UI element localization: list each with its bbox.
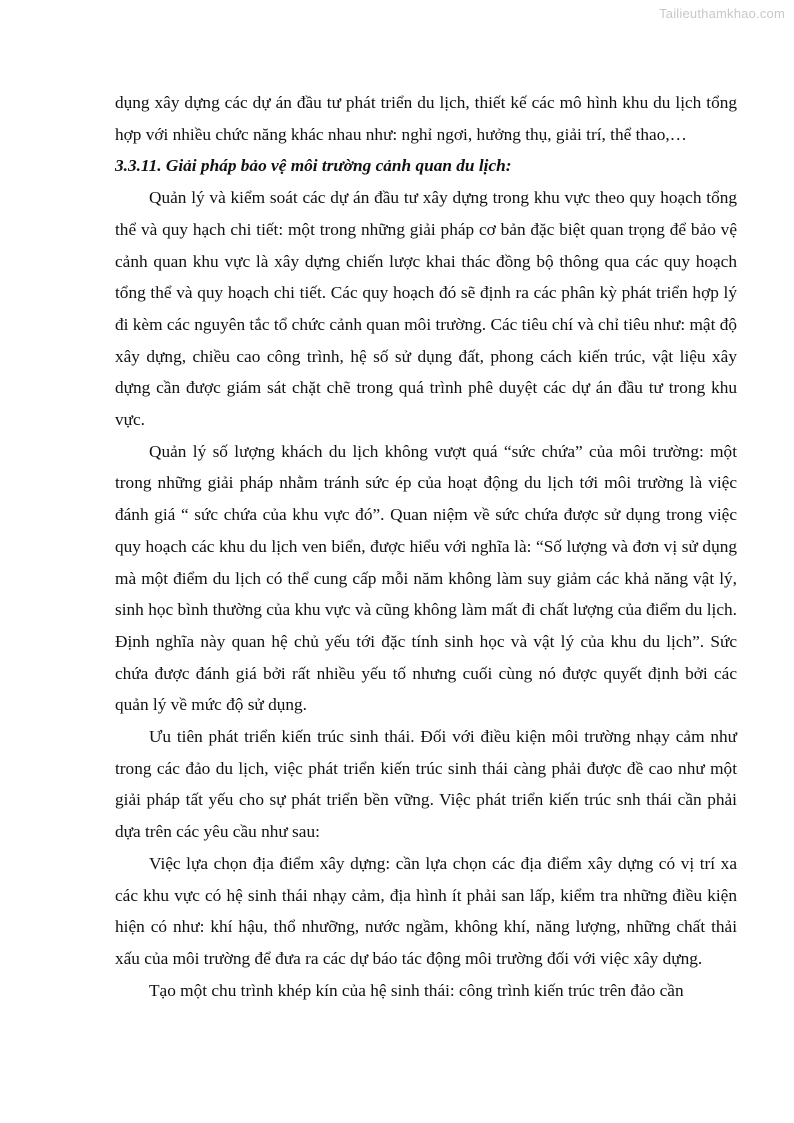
section-heading: 3.3.11. Giải pháp bảo vệ môi trường cảnh quan du lịch: [115,156,512,176]
watermark-text: Tailieuthamkhao.com [659,6,785,21]
paragraph: Ưu tiên phát triển kiến trúc sinh thái. Đối với điều kiện môi trường nhạy cảm như trong các đảo du lịch, việc phát triển kiến trúc sinh thái càng phải được đề cao như một giải pháp tất yếu cho sự phát triển bền vững. Việc phát triển kiến trúc snh thái cần phải dựa trên các yêu cầu như sau: [115,727,737,842]
paragraph-continuation: dụng xây dựng các dự án đầu tư phát triển du lịch, thiết kế các mô hình khu du lịch tổng hợp với nhiều chức năng khác nhau như: nghỉ ngơi, hưởng thụ, giải trí, thể thao,… [115,93,737,144]
paragraph: Quản lý và kiểm soát các dự án đầu tư xây dựng trong khu vực theo quy hoạch tổng thể và quy hạch chi tiết: một trong những giải pháp cơ bản đặc biệt quan trọng để bảo vệ cảnh quan khu vực là xây dựng chiến lược khai thác đồng bộ thông qua các quy hoạch tổng thể và quy hoạch chi tiết. Các quy hoạch đó sẽ định ra các phân kỳ phát triển hợp lý đi kèm các nguyên tắc tổ chức cảnh quan môi trường. Các tiêu chí và chỉ tiêu như: mật độ xây dựng, chiều cao công trình, hệ số sử dụng đất, phong cách kiến trúc, vật liệu xây dựng cần được giám sát chặt chẽ trong quá trình phê duyệt các dự án đầu tư trong khu vực. [115,188,737,430]
paragraph: Tạo một chu trình khép kín của hệ sinh thái: công trình kiến trúc trên đảo cần [149,980,684,1000]
document-page [115,87,737,1006]
paragraph: Quản lý số lượng khách du lịch không vượt quá “sức chứa” của môi trường: một trong những giải pháp nhằm tránh sức ép của hoạt động du lịch tới môi trường là việc đánh giá “ sức chứa của khu vực đó”. Quan niệm về sức chứa được sử dụng trong việc quy hoạch các khu du lịch ven biển, được hiểu với nghĩa là: “Số lượng và đơn vị sử dụng mà một điểm du lịch có thể cung cấp mỗi năm không làm suy giảm các khả năng vật lý, sinh học bình thường của khu vực và cũng không làm mất đi chất lượng của điểm du lịch. Định nghĩa này quan hệ chủ yếu tới đặc tính sinh học và vật lý của khu du lịch”. Sức chứa được đánh giá bởi rất nhiều yếu tố nhưng cuối cùng nó được quyết định bởi các quản lý về mức độ sử dụng. [115,441,737,715]
paragraph: Việc lựa chọn địa điểm xây dựng: cần lựa chọn các địa điểm xây dựng có vị trí xa các khu vực có hệ sinh thái nhạy cảm, địa hình ít phải san lấp, kiểm tra những điều kiện hiện có như: khí hậu, thổ nhưỡng, nước ngầm, không khí, năng lượng, những chất thải xấu của môi trường để đưa ra các dự báo tác động môi trường đối với việc xây dựng. [115,853,737,968]
